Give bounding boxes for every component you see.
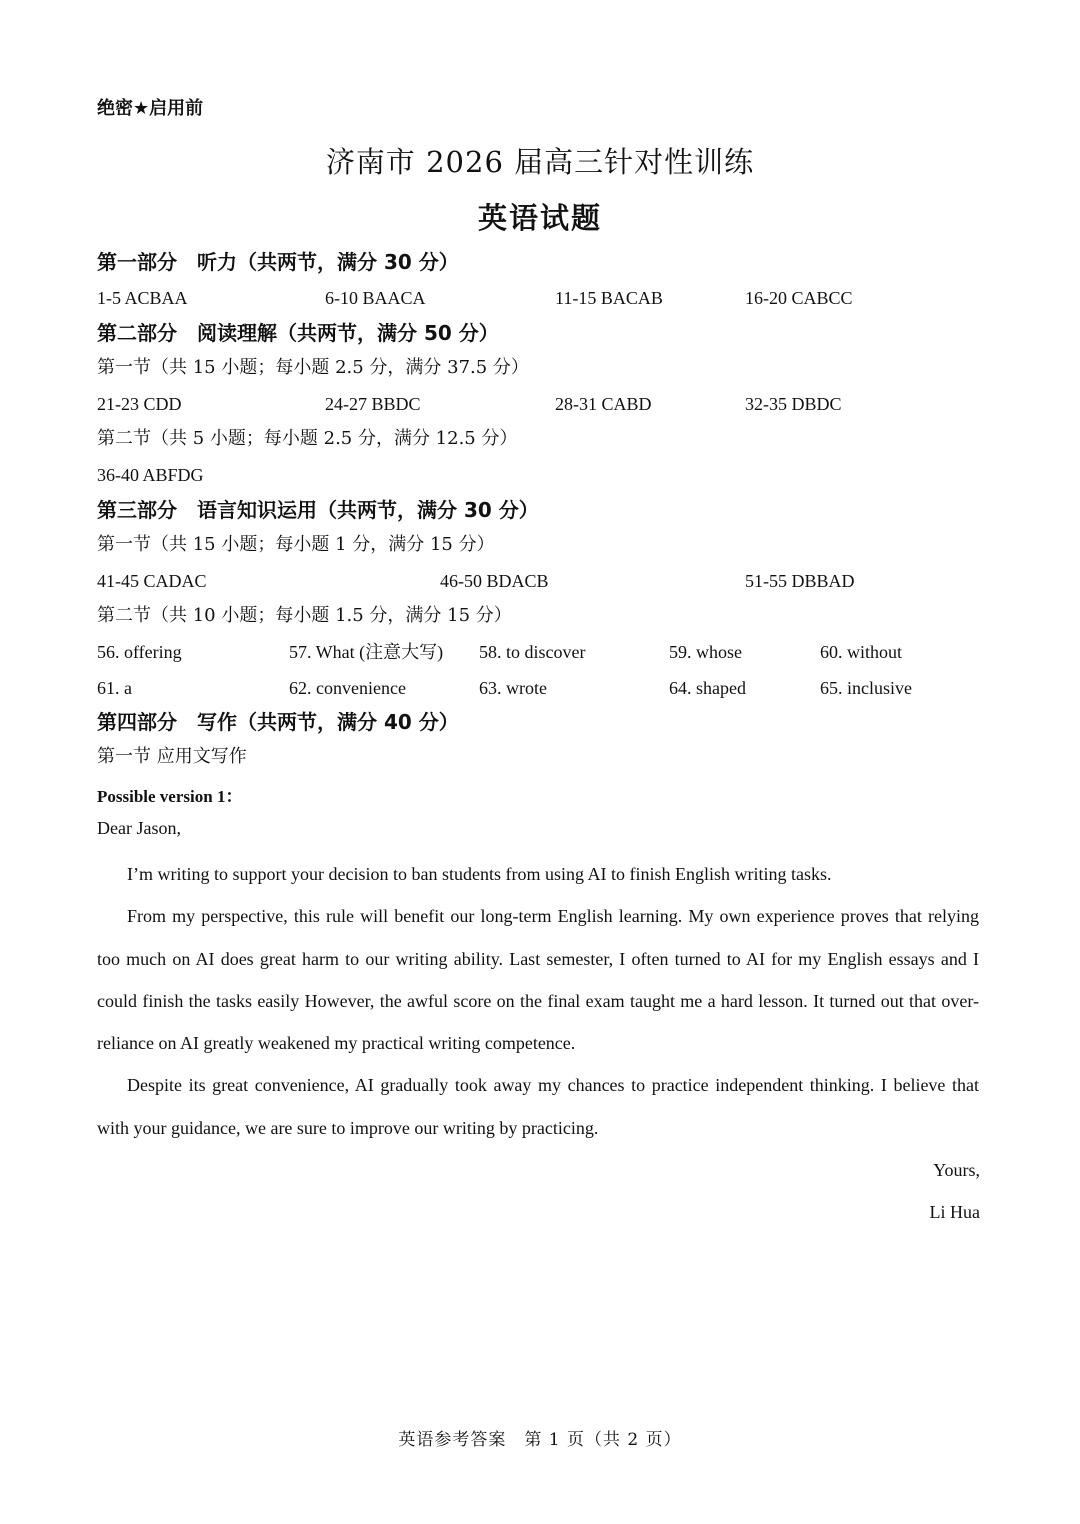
- answer-group: 1-5 ACBAA: [97, 288, 188, 308]
- letter-closing: Yours,: [933, 1160, 980, 1180]
- answer-group: 41-45 CADAC: [97, 571, 207, 591]
- answer-group: 32-35 DBDC: [745, 394, 842, 414]
- part2-section2-heading: 第二节（共 5 小题；每小题 2.5 分，满分 12.5 分）: [97, 428, 518, 449]
- confidential-mark: 绝密★启用前: [97, 98, 204, 119]
- letter-signature: Li Hua: [929, 1202, 980, 1222]
- answer-item: 62. convenience: [289, 678, 406, 698]
- answer-item: 61. a: [97, 678, 132, 698]
- answer-group: 11-15 BACAB: [555, 288, 663, 308]
- answer-item: 58. to discover: [479, 642, 586, 662]
- answer-item: 65. inclusive: [820, 678, 912, 698]
- letter-body: [97, 853, 979, 1149]
- letter-paragraph: I’m writing to support your decision to ban students from using AI to finish English writing tasks.: [127, 864, 832, 884]
- letter-paragraph: Despite its great convenience, AI gradually took away my chances to practice independent thinking. I believe that with your guidance, we are sure to improve our writing by practicing.: [97, 1075, 979, 1138]
- answer-group: 16-20 CABCC: [745, 288, 853, 308]
- part4-section1-heading: 第一节 应用文写作: [97, 746, 247, 767]
- page-footer: 英语参考答案 第 1 页（共 2 页）: [398, 1430, 682, 1450]
- answer-item: 64. shaped: [669, 678, 746, 698]
- answer-item: 57. What (注意大写): [289, 642, 444, 662]
- letter-greeting: Dear Jason,: [97, 818, 181, 838]
- answer-group: 24-27 BBDC: [325, 394, 421, 414]
- exam-title: 济南市 2026 届高三针对性训练: [325, 145, 755, 179]
- answer-group: 36-40 ABFDG: [97, 465, 204, 485]
- answer-group: 21-23 CDD: [97, 394, 182, 414]
- answer-group: 51-55 DBBAD: [745, 571, 855, 591]
- part4-heading: 第四部分 写作（共两节，满分 40 分）: [97, 710, 459, 734]
- answer-item: 59. whose: [669, 642, 742, 662]
- answer-group: 46-50 BDACB: [440, 571, 549, 591]
- answer-item: 63. wrote: [479, 678, 547, 698]
- answer-item: 56. offering: [97, 642, 182, 662]
- part2-section1-heading: 第一节（共 15 小题；每小题 2.5 分，满分 37.5 分）: [97, 357, 529, 378]
- part3-section1-heading: 第一节（共 15 小题；每小题 1 分，满分 15 分）: [97, 534, 495, 555]
- part3-heading: 第三部分 语言知识运用（共两节，满分 30 分）: [97, 498, 539, 522]
- letter-paragraph: From my perspective, this rule will benefit our long-term English learning. My own experience proves that relying too much on AI does great harm to our writing ability. Last semester, I often turned to AI for my English essays and I could finish the tasks easily However, the awful score on the final exam taught me a hard lesson. It turned out that over-reliance on AI greatly weakened my practical writing competence.: [97, 906, 979, 1054]
- answer-item: 60. without: [820, 642, 903, 662]
- part1-heading: 第一部分 听力（共两节，满分 30 分）: [97, 250, 459, 274]
- exam-subtitle: 英语试题: [477, 201, 602, 235]
- answer-group: 28-31 CABD: [555, 394, 652, 414]
- answer-group: 6-10 BAACA: [325, 288, 426, 308]
- part2-heading: 第二部分 阅读理解（共两节，满分 50 分）: [97, 321, 499, 345]
- version-label: Possible version 1：: [97, 787, 243, 806]
- part3-section2-heading: 第二节（共 10 小题；每小题 1.5 分，满分 15 分）: [97, 605, 512, 626]
